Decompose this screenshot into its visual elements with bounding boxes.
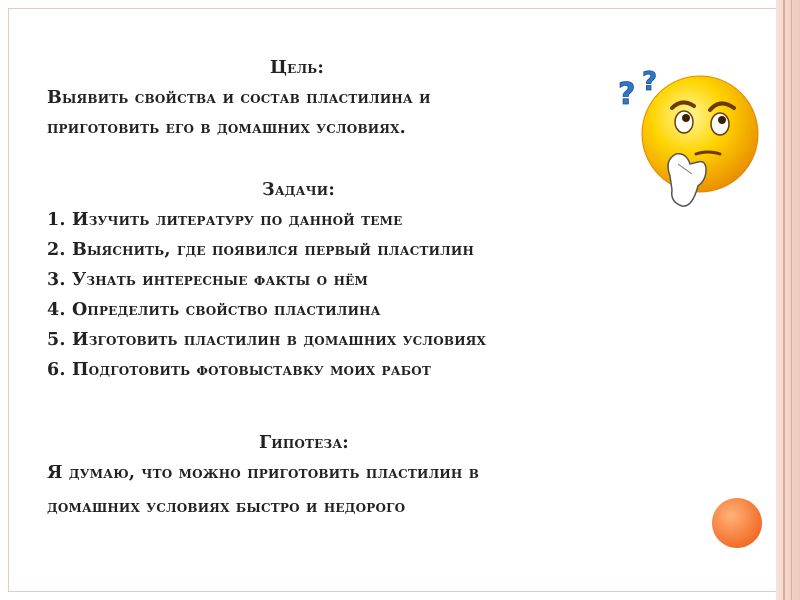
task-item: 3. Узнать интересные факты о нём bbox=[47, 270, 368, 290]
task-item: 6. Подготовить фотовыставку моих работ bbox=[47, 360, 431, 380]
task-item: 4. Определить свойство пластилина bbox=[47, 300, 381, 320]
task-item: 1. Изучить литературу по данной теме bbox=[47, 210, 403, 230]
task-item: 2. Выяснить, где появился первый пластилин bbox=[47, 240, 474, 260]
thinking-face-icon bbox=[612, 56, 764, 222]
goal-line: приготовить его в домашних условиях. bbox=[47, 118, 406, 138]
goal-line: Выявить свойства и состав пластилина и bbox=[47, 88, 431, 108]
task-item: 5. Изготовить пластилин в домашних условиях bbox=[47, 330, 487, 350]
hypothesis-line: Я думаю, что можно приготовить пластилин в bbox=[47, 463, 480, 483]
hypothesis-heading: Гипотеза: bbox=[259, 433, 349, 453]
right-decorative-line bbox=[783, 0, 785, 600]
right-decorative-line bbox=[791, 0, 792, 600]
goal-heading: Цель: bbox=[270, 58, 325, 78]
svg-text:?: ? bbox=[618, 77, 636, 112]
svg-text:?: ? bbox=[642, 67, 658, 97]
tasks-heading: Задачи: bbox=[262, 180, 335, 200]
orange-circle-icon bbox=[712, 498, 762, 548]
hypothesis-line: домашних условиях быстро и недорого bbox=[47, 497, 406, 517]
right-decorative-band bbox=[776, 0, 800, 600]
